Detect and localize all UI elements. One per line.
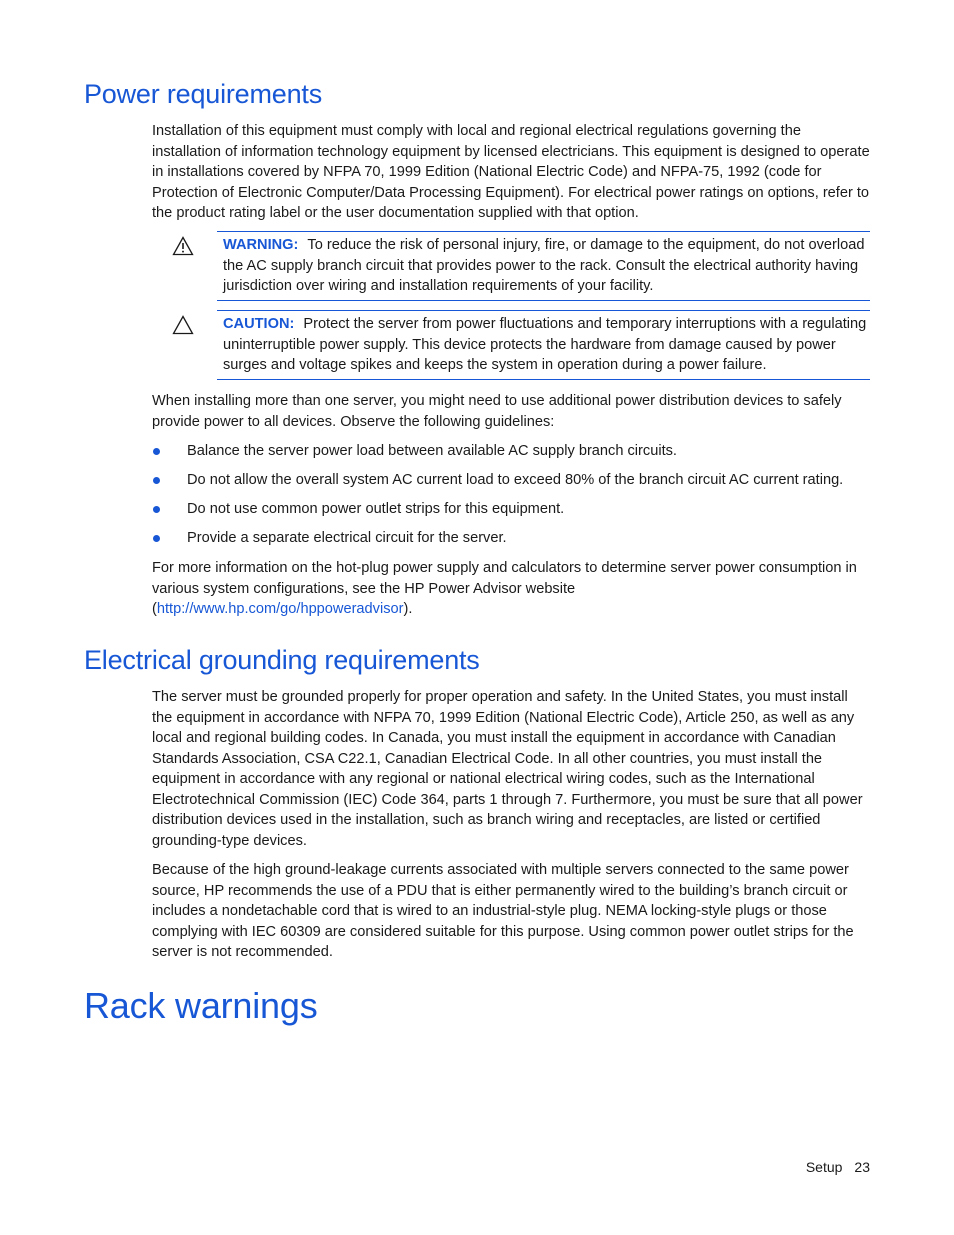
list-item [152, 528, 870, 549]
bullet-dot-icon [153, 477, 160, 484]
footer-section-label: Setup [805, 1159, 843, 1175]
warning-triangle-icon [172, 236, 194, 256]
caution-notice [217, 310, 870, 380]
list-item [152, 499, 870, 520]
page-footer [700, 1158, 870, 1176]
list-item [152, 441, 870, 462]
warning-label: WARNING: [223, 237, 299, 253]
rack-warnings-heading: Rack warnings [84, 985, 318, 1026]
bullet-dot-icon [153, 506, 160, 513]
warning-notice [217, 231, 870, 301]
power-intro-paragraph: Installation of this equipment must comply with local and regional electrical regulations governing the installation of information technology equipment by licensed electricians. This equipment is designed to operate in installations covered by NFPA 70, 1999 Edition (National Electric Code) and NFPA-75, 1992 (code for Protection of Electronic Computer/Data Processing Equipment). For electrical power ratings on options, refer to the product rating label or the user documentation supplied with that option. [152, 123, 870, 221]
list-item-text: Provide a separate electrical circuit for the server. [187, 530, 507, 546]
caution-text: Protect the server from power fluctuations and temporary interruptions with a regulating uninterruptible power supply. This device protects the hardware from damage caused by power surges and voltage spikes and keeps the system in operation during a power failure. [223, 316, 867, 373]
guidelines-intro-paragraph: When installing more than one server, you might need to use additional power distribution devices to safely provide power to all devices. Observe the following guidelines: [152, 393, 842, 430]
more-info-text: For more information on the hot-plug power supply and calculators to determine server power consumption in various system configurations, see the HP Power Advisor website [152, 560, 857, 597]
guidelines-list [152, 441, 870, 557]
list-item-text: Do not use common power outlet strips for this equipment. [187, 501, 565, 517]
link-close-paren: ). [403, 601, 413, 617]
caution-triangle-icon [172, 315, 194, 335]
link-open-paren: ( [152, 601, 157, 617]
list-item-text: Do not allow the overall system AC current load to exceed 80% of the branch circuit AC current rating. [187, 472, 844, 488]
bullet-dot-icon [153, 448, 160, 455]
page-number: 23 [854, 1159, 870, 1175]
grounding-paragraph-2: Because of the high ground-leakage currents associated with multiple servers connected to the same power source, HP recommends the use of a PDU that is either permanently wired to the building’s branch circuit or includes a nondetachable cord that is wired to an industrial-style plug. NEMA locking-style plugs or those complying with IEC 60309 are considered suitable for this purpose. Using common power outlet strips for the server is not recommended. [152, 862, 854, 960]
list-item [152, 470, 870, 491]
electrical-grounding-heading: Electrical grounding requirements [84, 645, 480, 675]
grounding-paragraph-1: The server must be grounded properly for proper operation and safety. In the United States, you must install the equipment in accordance with NFPA 70, 1999 Edition (National Electric Code), Article 250, as well as any local and regional building codes. In Canada, you must install the equipment in accordance with Canadian Standards Association, CSA C22.1, Canadian Electrical Code. In all other countries, you must install the equipment in accordance with any regional or national electrical wiring codes, such as the International Electrotechnical Commission (IEC) Code 364, parts 1 through 7. Furthermore, you must be sure that all power distribution devices used in the installation, such as branch wiring and receptacles, are listed or certified grounding-type devices. [152, 689, 863, 849]
warning-text: To reduce the risk of personal injury, fire, or damage to the equipment, do not overload the AC supply branch circuit that provides power to the rack. Consult the electrical authority having jurisdiction over wiring and installation requirements of your facility. [223, 237, 865, 294]
power-requirements-heading: Power requirements [84, 79, 323, 109]
more-info-paragraph [152, 558, 870, 620]
list-item-text: Balance the server power load between available AC supply branch circuits. [187, 443, 677, 459]
caution-label: CAUTION: [223, 316, 295, 332]
bullet-dot-icon [153, 535, 160, 542]
hp-power-advisor-link[interactable]: http://www.hp.com/go/hppoweradvisor [156, 601, 404, 617]
